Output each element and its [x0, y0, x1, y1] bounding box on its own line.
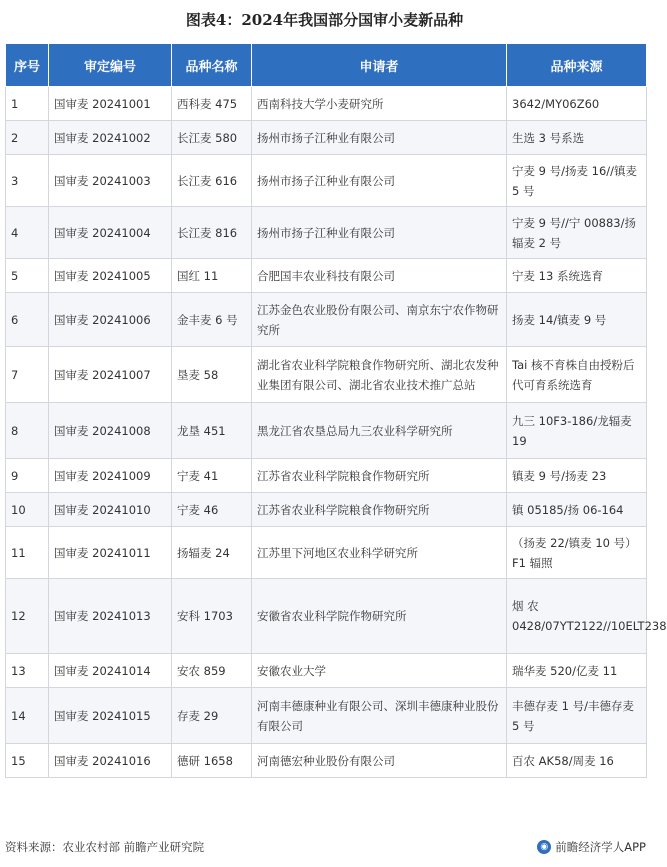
table-row	[6, 347, 647, 403]
cell-index: 2	[6, 121, 49, 155]
cell-index: 3	[6, 155, 49, 207]
cell-variety-source: 烟 农 0428/07YT2122//10ELT238	[507, 579, 647, 654]
page-title: 图表4：2024年我国部分国审小麦新品种	[185, 11, 464, 29]
header-approval-number: 审定编号	[49, 44, 172, 87]
cell-applicant: 河南德宏种业股份有限公司	[252, 744, 507, 778]
table-row	[6, 459, 647, 493]
cell-variety-source: 九三 10F3-186/龙辐麦 19	[507, 403, 647, 459]
table-row	[6, 207, 647, 259]
cell-variety-source: 宁麦 13 系统选育	[507, 259, 647, 293]
qianzhan-logo-icon: ◉	[537, 840, 551, 854]
brand-label: 前瞻经济学人APP	[555, 840, 646, 854]
cell-applicant: 湖北省农业科学院粮食作物研究所、湖北农发种业集团有限公司、湖北省农业技术推广总站	[252, 347, 507, 403]
cell-approval-number: 国审麦 20241001	[49, 87, 172, 121]
cell-approval-number: 国审麦 20241010	[49, 493, 172, 527]
cell-variety-name: 扬辐麦 24	[172, 527, 252, 579]
cell-applicant: 江苏省农业科学院粮食作物研究所	[252, 459, 507, 493]
cell-applicant: 扬州市扬子江种业有限公司	[252, 207, 507, 259]
header-variety-name: 品种名称	[172, 44, 252, 87]
cell-approval-number: 国审麦 20241013	[49, 579, 172, 654]
cell-approval-number: 国审麦 20241016	[49, 744, 172, 778]
cell-approval-number: 国审麦 20241008	[49, 403, 172, 459]
table-row	[6, 744, 647, 778]
cell-index: 9	[6, 459, 49, 493]
table-header-row	[6, 44, 647, 87]
table-row	[6, 155, 647, 207]
cell-approval-number: 国审麦 20241006	[49, 293, 172, 347]
cell-approval-number: 国审麦 20241009	[49, 459, 172, 493]
footer	[5, 836, 646, 858]
cell-index: 4	[6, 207, 49, 259]
table-row	[6, 527, 647, 579]
source-note: 资料来源：农业农村部 前瞻产业研究院	[5, 840, 205, 854]
cell-approval-number: 国审麦 20241004	[49, 207, 172, 259]
cell-index: 14	[6, 688, 49, 744]
cell-approval-number: 国审麦 20241005	[49, 259, 172, 293]
cell-index: 13	[6, 654, 49, 688]
cell-index: 15	[6, 744, 49, 778]
cell-variety-name: 龙垦 451	[172, 403, 252, 459]
cell-index: 6	[6, 293, 49, 347]
cell-variety-source: （扬麦 22/镇麦 10 号）F1 辐照	[507, 527, 647, 579]
cell-variety-source: 3642/MY06Z60	[507, 87, 647, 121]
cell-applicant: 江苏里下河地区农业科学研究所	[252, 527, 507, 579]
cell-variety-name: 安科 1703	[172, 579, 252, 654]
cell-index: 8	[6, 403, 49, 459]
cell-variety-name: 安农 859	[172, 654, 252, 688]
cell-variety-source: Tai 核不育株自由授粉后代可育系统选育	[507, 347, 647, 403]
cell-applicant: 扬州市扬子江种业有限公司	[252, 155, 507, 207]
cell-variety-name: 长江麦 616	[172, 155, 252, 207]
cell-variety-source: 百农 AK58/周麦 16	[507, 744, 647, 778]
cell-index: 11	[6, 527, 49, 579]
cell-applicant: 黑龙江省农垦总局九三农业科学研究所	[252, 403, 507, 459]
cell-variety-name: 国红 11	[172, 259, 252, 293]
cell-variety-source: 生选 3 号系选	[507, 121, 647, 155]
cell-applicant: 江苏省农业科学院粮食作物研究所	[252, 493, 507, 527]
cell-approval-number: 国审麦 20241003	[49, 155, 172, 207]
cell-applicant: 西南科技大学小麦研究所	[252, 87, 507, 121]
cell-applicant: 河南丰德康种业有限公司、深圳丰德康种业股份有限公司	[252, 688, 507, 744]
cell-variety-source: 镇 05185/扬 06-164	[507, 493, 647, 527]
cell-variety-source: 镇麦 9 号/扬麦 23	[507, 459, 647, 493]
header-applicant: 申请者	[252, 44, 507, 87]
cell-variety-name: 金丰麦 6 号	[172, 293, 252, 347]
cell-variety-source: 丰德存麦 1 号/丰德存麦 5 号	[507, 688, 647, 744]
brand	[537, 836, 646, 858]
table-row	[6, 493, 647, 527]
table-row	[6, 259, 647, 293]
table-row	[6, 121, 647, 155]
cell-applicant: 合肥国丰农业科技有限公司	[252, 259, 507, 293]
cell-index: 12	[6, 579, 49, 654]
cell-applicant: 安徽省农业科学院作物研究所	[252, 579, 507, 654]
cell-variety-name: 存麦 29	[172, 688, 252, 744]
cell-approval-number: 国审麦 20241007	[49, 347, 172, 403]
header-index: 序号	[6, 44, 49, 87]
cell-variety-name: 西科麦 475	[172, 87, 252, 121]
wheat-varieties-table	[5, 43, 667, 778]
cell-index: 1	[6, 87, 49, 121]
cell-variety-name: 宁麦 41	[172, 459, 252, 493]
cell-variety-name: 德研 1658	[172, 744, 252, 778]
cell-approval-number: 国审麦 20241014	[49, 654, 172, 688]
cell-index: 5	[6, 259, 49, 293]
cell-variety-source: 宁麦 9 号/扬麦 16//镇麦 5 号	[507, 155, 647, 207]
table-row	[6, 403, 647, 459]
cell-applicant: 扬州市扬子江种业有限公司	[252, 121, 507, 155]
cell-applicant: 江苏金色农业股份有限公司、南京东宁农作物研究所	[252, 293, 507, 347]
table-body	[6, 87, 667, 778]
cell-variety-source: 宁麦 9 号//宁 00883/扬辐麦 2 号	[507, 207, 647, 259]
table-row	[6, 688, 647, 744]
cell-approval-number: 国审麦 20241002	[49, 121, 172, 155]
cell-approval-number: 国审麦 20241015	[49, 688, 172, 744]
cell-applicant: 安徽农业大学	[252, 654, 507, 688]
header-variety-source: 品种来源	[507, 44, 647, 87]
table-row	[6, 293, 647, 347]
table-row	[6, 87, 647, 121]
cell-variety-source: 扬麦 14/镇麦 9 号	[507, 293, 647, 347]
cell-index: 10	[6, 493, 49, 527]
cell-variety-name: 宁麦 46	[172, 493, 252, 527]
cell-variety-name: 垦麦 58	[172, 347, 252, 403]
cell-variety-name: 长江麦 580	[172, 121, 252, 155]
table-row	[6, 654, 647, 688]
cell-variety-source: 瑞华麦 520/亿麦 11	[507, 654, 647, 688]
cell-approval-number: 国审麦 20241011	[49, 527, 172, 579]
cell-index: 7	[6, 347, 49, 403]
table-row	[6, 579, 647, 654]
cell-variety-name: 长江麦 816	[172, 207, 252, 259]
